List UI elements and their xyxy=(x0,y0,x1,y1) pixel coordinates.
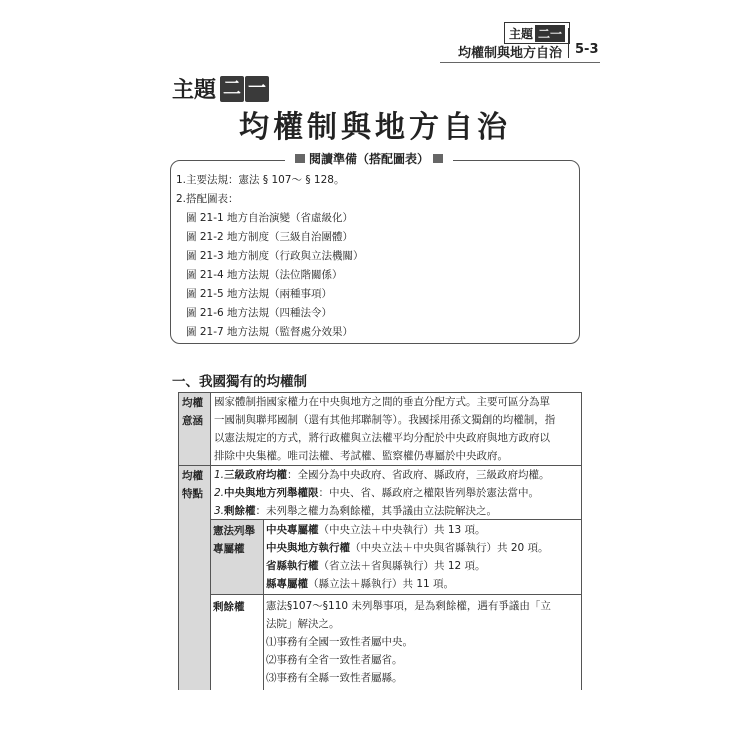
exclusive-row-text: （縣立法＋縣執行）共 11 項。 xyxy=(308,578,455,590)
meaning-label-line: 意涵 xyxy=(182,415,203,427)
exclusive-label-line: 專屬權 xyxy=(213,543,245,555)
running-header-title: 均權制與地方自治 xyxy=(457,46,562,61)
prep-chart-item: 圖 21-3 地方制度（行政與立法機關） xyxy=(186,250,364,262)
exclusive-row-key: 中央專屬權 xyxy=(266,524,319,536)
feature-item xyxy=(214,502,497,521)
feature-item-number: 3. xyxy=(214,505,225,517)
residual-text-line: ⑵事務有全省一致性者屬省。 xyxy=(266,654,403,666)
feature-label-line: 特點 xyxy=(182,488,203,500)
exclusive-label-line: 憲法列舉 xyxy=(213,525,255,537)
residual-text-line: 憲法§107～§110 未列舉事項，是為剩餘權，遇有爭議由「立 xyxy=(266,600,551,612)
prep-charts-label: 2.搭配圖表： xyxy=(176,193,239,205)
feature-item-text: ：中央、省、縣政府之權限皆列舉於憲法當中。 xyxy=(318,487,540,499)
prep-law: 1.主要法規：憲法 § 107～ § 128。 xyxy=(176,174,345,186)
feature-item-text: ：未列舉之權力為剩餘權，其爭議由立法院解決之。 xyxy=(255,505,498,517)
reading-prep-heading xyxy=(285,150,453,167)
prep-chart-item: 圖 21-6 地方法規（四種法令） xyxy=(186,307,333,319)
residual-text-line: 法院」解決之。 xyxy=(266,618,340,630)
feature-label-line: 均權 xyxy=(182,470,203,482)
reading-prep-heading-text: 閱讀準備（搭配圖表） xyxy=(309,152,430,166)
exclusive-row-text: （中央立法＋中央與省縣執行）共 20 項。 xyxy=(350,542,549,554)
exclusive-row-text: （省立法＋省與縣執行）共 12 項。 xyxy=(318,560,486,572)
prep-chart-item: 圖 21-7 地方法規（監督處分效果） xyxy=(186,326,354,338)
prep-chart-item: 圖 21-1 地方自治演變（省虛級化） xyxy=(186,212,354,224)
topic-label xyxy=(172,73,270,104)
exclusive-row xyxy=(266,575,454,594)
topic-number-char: 一 xyxy=(245,76,269,102)
topic-label-text: 主題 xyxy=(172,77,217,103)
meaning-label-line: 均權 xyxy=(182,397,203,409)
prep-chart-item: 圖 21-2 地方制度（三級自治團體） xyxy=(186,231,354,243)
running-header-topic-number: 二一 xyxy=(535,25,565,42)
header-rule xyxy=(440,62,600,63)
running-header-topic xyxy=(504,22,570,44)
residual-text-line: ⑶事務有全縣一致性者屬縣。 xyxy=(266,672,403,684)
section-heading: 一、我國獨有的均權制 xyxy=(172,374,307,390)
residual-text-line: ⑴事務有全國一致性者屬中央。 xyxy=(266,636,413,648)
exclusive-row xyxy=(266,557,486,576)
feature-item xyxy=(214,484,539,503)
exclusive-row-text: （中央立法＋中央執行）共 13 項。 xyxy=(318,524,486,536)
header-divider xyxy=(568,28,569,58)
feature-item-number: 2. xyxy=(214,487,225,499)
meaning-text-line: 以憲法規定的方式，將行政權與立法權平均分配於中央政府與地方政府以 xyxy=(214,432,550,444)
square-bullet-icon xyxy=(295,154,305,163)
feature-item-key: 中央與地方列舉權限 xyxy=(224,487,319,499)
topic-number xyxy=(220,76,270,102)
meaning-text-line: 一國制與聯邦國制（還有其他邦聯制等）。我國採用孫文獨創的均權制，指 xyxy=(214,414,556,426)
exclusive-row xyxy=(266,521,486,540)
feature-item-text: ：全國分為中央政府、省政府、縣政府，三級政府均權。 xyxy=(287,469,550,481)
meaning-text-line: 排除中央集權。唯司法權、考試權、監察權仍專屬於中央政府。 xyxy=(214,450,508,462)
feature-item-key: 三級政府均權 xyxy=(224,469,288,481)
exclusive-row-key: 省縣執行權 xyxy=(266,560,319,572)
feature-item xyxy=(214,466,550,485)
feature-item-key: 剩餘權 xyxy=(224,505,256,517)
meaning-text-line: 國家體制指國家權力在中央與地方之間的垂直分配方式。主要可區分為單 xyxy=(214,396,550,408)
exclusive-row xyxy=(266,539,549,558)
prep-chart-item: 圖 21-5 地方法規（兩種事項） xyxy=(186,288,333,300)
exclusive-row-key: 縣專屬權 xyxy=(266,578,308,590)
feature-item-number: 1. xyxy=(214,469,225,481)
square-bullet-icon xyxy=(433,154,443,163)
prep-chart-item: 圖 21-4 地方法規（法位階關係） xyxy=(186,269,343,281)
topic-number-char: 二 xyxy=(220,76,244,102)
exclusive-row-key: 中央與地方執行權 xyxy=(266,542,350,554)
running-header-topic-label: 主題 xyxy=(508,26,533,41)
page-number: 5-3 xyxy=(575,42,599,57)
residual-label: 剩餘權 xyxy=(213,601,245,613)
page-title: 均權制與地方自治 xyxy=(239,110,511,145)
